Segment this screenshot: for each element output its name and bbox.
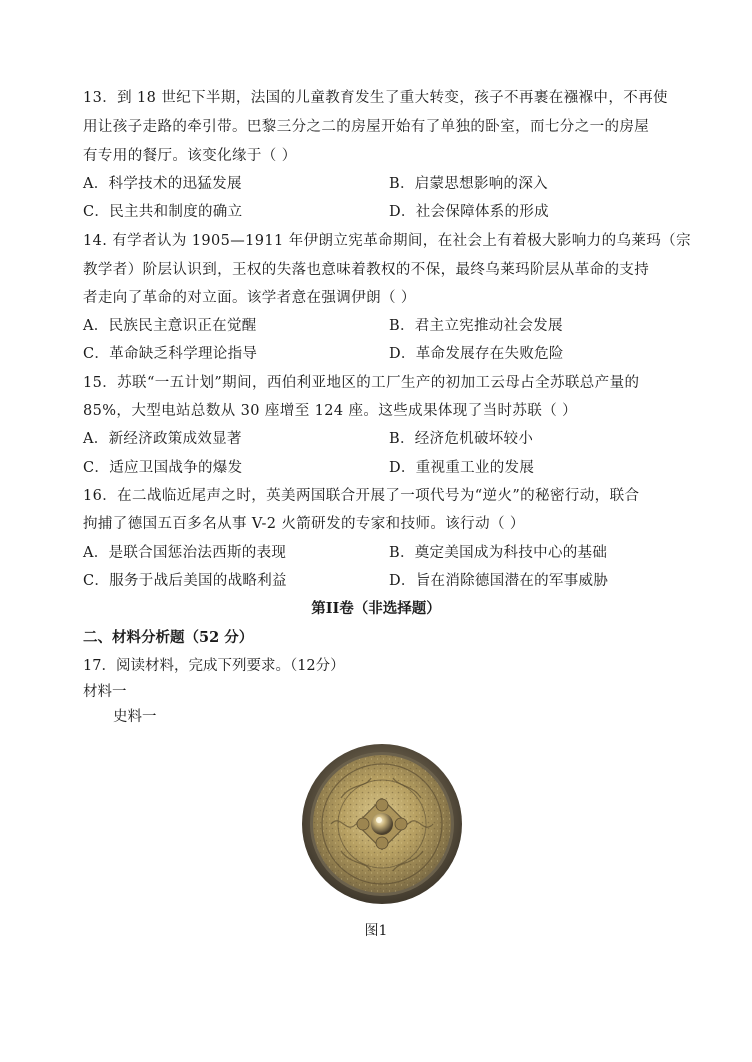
bronze-mirror-figure <box>301 743 463 905</box>
figure-caption: 图1 <box>364 923 388 939</box>
q13-line-2: 用让孩子走路的牵引带。巴黎三分之二的房屋开始有了单独的卧室，而七分之一的房屋 <box>83 119 650 135</box>
q16-option-a: A．是联合国惩治法西斯的表现 <box>83 545 287 561</box>
q14-option-b: B．君主立宪推动社会发展 <box>389 318 563 334</box>
q16-option-c: C．服务于战后美国的战略利益 <box>83 573 287 589</box>
q13-option-b: B．启蒙思想影响的深入 <box>389 176 548 192</box>
section-title: 二、材料分析题（52 分） <box>83 629 254 646</box>
q14-line-2: 教学者）阶层认识到，王权的失落也意味着教权的不保，最终乌莱玛阶层从革命的支持 <box>83 262 650 278</box>
q14-option-d: D．革命发展存在失败危险 <box>389 346 564 362</box>
q14-line-3: 者走向了革命的对立面。该学者意在强调伊朗（ ） <box>83 290 416 306</box>
q13-option-a: A．科学技术的迅猛发展 <box>83 176 242 192</box>
q15-option-c: C．适应卫国战争的爆发 <box>83 460 243 476</box>
q14-line-1: 14. 有学者认为 1905—1911 年伊朗立宪革命期间，在社会上有着极大影响力的乌莱玛（宗 <box>83 233 691 249</box>
q15-line-1: 15．苏联“一五计划”期间，西伯利亚地区的工厂生产的初加工云母占全苏联总产量的 <box>83 375 640 391</box>
q13-line-3: 有专用的餐厅。该变化缘于（ ） <box>83 148 297 164</box>
q16-line-1: 16．在二战临近尾声之时，英美两国联合开展了一项代号为“逆火”的秘密行动，联合 <box>83 488 640 504</box>
q15-option-d: D．重视重工业的发展 <box>389 460 535 476</box>
bronze-mirror-image <box>301 743 463 905</box>
material-label: 材料一 <box>83 684 127 700</box>
q17-intro: 17．阅读材料，完成下列要求。（12分） <box>83 658 345 674</box>
q13-line-1: 13．到 18 世纪下半期，法国的儿童教育发生了重大转变，孩子不再裹在襁褓中，不再使 <box>83 90 668 106</box>
source-label: 史料一 <box>113 709 157 725</box>
q16-option-b: B．奠定美国成为科技中心的基础 <box>389 545 608 561</box>
volume-title: 第II卷（非选择题） <box>311 600 441 617</box>
q14-option-a: A．民族民主意识正在觉醒 <box>83 318 257 334</box>
q13-option-d: D．社会保障体系的形成 <box>389 204 549 220</box>
q16-line-2: 拘捕了德国五百多名从事 V-2 火箭研发的专家和技师。该行动（ ） <box>83 516 525 532</box>
q14-option-c: C．革命缺乏科学理论指导 <box>83 346 258 362</box>
q15-option-b: B．经济危机破坏较小 <box>389 431 534 447</box>
q13-option-c: C．民主共和制度的确立 <box>83 204 243 220</box>
q15-option-a: A．新经济政策成效显著 <box>83 431 242 447</box>
q15-line-2: 85%，大型电站总数从 30 座增至 124 座。这些成果体现了当时苏联（ ） <box>83 403 577 419</box>
q16-option-d: D．旨在消除德国潜在的军事威胁 <box>389 573 609 589</box>
